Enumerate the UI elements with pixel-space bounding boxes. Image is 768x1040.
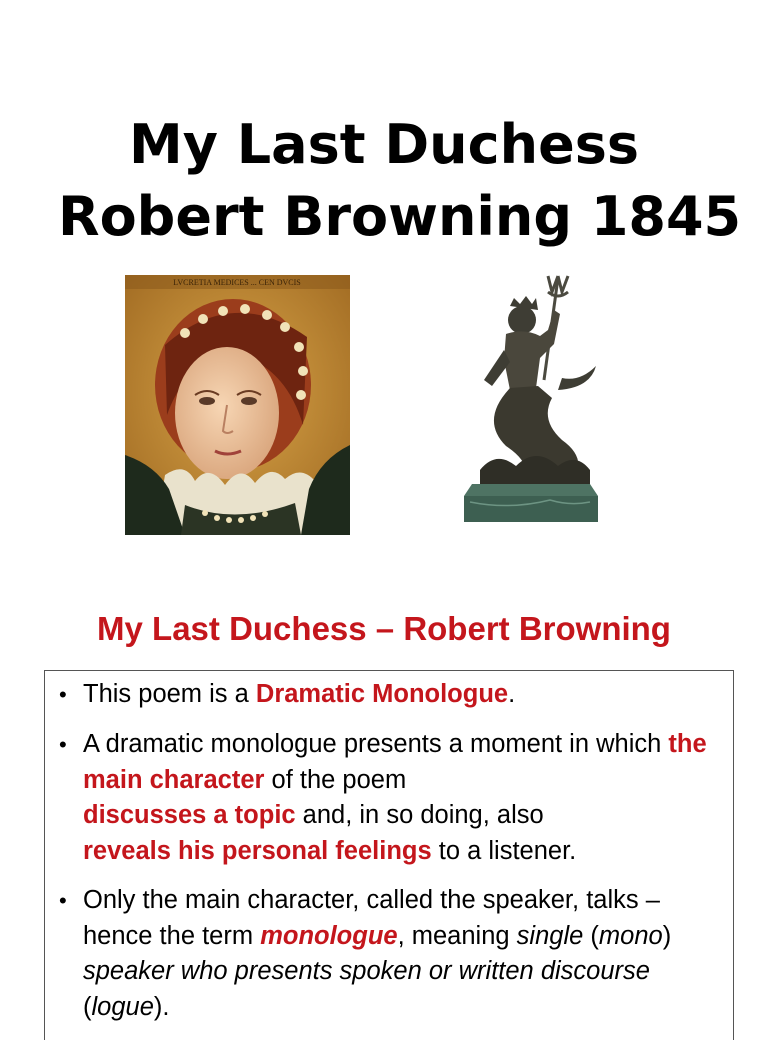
text-run: ) <box>662 921 672 950</box>
section-heading: My Last Duchess – Robert Browning <box>97 610 671 647</box>
bullet-dot-icon: • <box>59 682 67 707</box>
highlight-term: discusses a topic <box>83 801 296 829</box>
bullet-item-1 <box>59 677 719 713</box>
text-run: Only the main character, called the speaker, talks – hence the term <box>83 886 660 950</box>
slide-title-line-2: Robert Browning 1845 <box>58 185 742 248</box>
text-run: , meaning <box>397 921 517 950</box>
bullet-dot-icon: • <box>59 888 67 913</box>
highlight-term: monologue <box>260 921 398 950</box>
portrait-inscription <box>173 278 301 287</box>
bullet-item-2 <box>59 727 719 869</box>
svg-text:LVCRETIA MEDICES ... CEN DVCIS: LVCRETIA MEDICES ... CEN DVCIS <box>173 278 301 287</box>
slide-title-line-1: My Last Duchess <box>129 113 639 176</box>
text-run: This poem is a <box>83 680 256 708</box>
bullet-text <box>59 883 719 1025</box>
text-run: ). <box>153 992 170 1021</box>
highlight-term: Dramatic Monologue <box>255 680 509 708</box>
duchess-portrait-image <box>125 275 350 535</box>
text-run: A dramatic monologue presents a moment in which <box>83 730 669 758</box>
text-run: ( <box>583 921 599 950</box>
highlight-term: reveals his personal feelings <box>83 836 432 865</box>
bullet-text <box>59 677 719 713</box>
neptune-statue-image <box>440 270 620 530</box>
italic-run: mono <box>598 921 663 950</box>
text-run: and, in so doing, also <box>295 801 544 829</box>
italic-run: speaker who presents spoken or written discourse <box>83 957 650 985</box>
text-run: ( <box>83 992 92 1021</box>
bullet-item-3 <box>59 883 719 1025</box>
italic-run: single <box>516 921 584 950</box>
text-run: of the poem <box>264 765 407 794</box>
highlight-term: the main character <box>83 730 707 794</box>
bullet-dot-icon: • <box>59 732 67 757</box>
text-run: . <box>508 680 516 708</box>
bullet-text <box>59 727 719 869</box>
text-run: to a listener. <box>431 836 577 865</box>
bullet-list-box <box>44 670 734 1040</box>
italic-run: logue <box>91 992 154 1021</box>
